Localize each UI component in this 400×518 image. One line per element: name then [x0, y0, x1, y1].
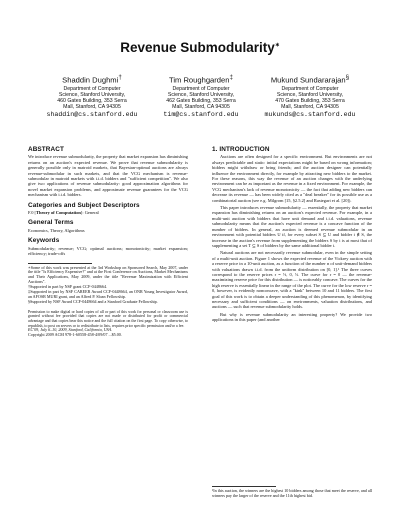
- author-dept: Science, Stanford University,: [276, 91, 344, 98]
- author-name: Tim Roughgarden: [168, 75, 230, 85]
- author-email[interactable]: shaddin@cs.stanford.edu: [46, 110, 138, 118]
- author-dept: Department of Computer: [63, 85, 121, 92]
- author-dept: Department of Computer: [172, 85, 230, 92]
- permission-notice: Permission to make digital or hard copies of all or part of this work for personal or classroom use is granted without fee provided that copies are not made or distributed for profit or commercial advantage and that copies bear this notice and the full citation on the first page. To copy otherwise, to republish, to post on servers or to redistribute to lists, requires prior specific permission and/or a fee.: [28, 309, 188, 328]
- footnote: §Supported by NSF Award CCF-0448664 and a Stanford Graduate Fellowship.: [28, 298, 158, 304]
- author-address: 462 Gates Building, 353 Serra: [166, 98, 236, 105]
- keywords-text: Submodularity; revenue; VCG; optimal auctions; monotonicity; market expansion; efficiency; trade-offs: [28, 245, 188, 257]
- footnote-rule: [28, 263, 92, 264]
- general-terms-text: Economics, Theory, Algorithms: [28, 227, 85, 233]
- intro-paragraph: But why is revenue submodularity an interesting property? We provide two applications in this paper (and another: [212, 311, 372, 323]
- copyright-notice: Copyright 2009 ACM 978-1-60558-458-4/09/07 ...$5.00.: [28, 332, 122, 338]
- author-dept: Science, Stanford University,: [167, 91, 235, 98]
- intro-paragraph: Natural auctions are not necessarily revenue submodular, even in the simple setting of a multi-unit auction. Figure 1 shows the expected revenue of the Vickrey auction with a reserve price in a 10-unit auction, as a function of the number n of unit-demand bidders with valuations drawn i.i.d. from the uniform distribution on [0, 1].¹ The three curves correspond to the reserve prices r = ½, 0, ⅓. The curve for r = 0 — the revenue-maximizing reserve price for this distribution — is noticeably concave. The curves for the high reserve is essentially linear in the range of the plot. The curve for the low reserve r = 0, however, is evidently nonconcave, with a "kink" between 10 and 11 bidders. The first goal of this work is to obtain a deeper understanding of this phenomenon, by identifying necessary and sufficient conditions — on environments, valuation distributions, and auctions — such that revenue submodularity holds.: [212, 250, 372, 310]
- author-name: Mukund Sundararajan: [270, 75, 346, 85]
- author-2: Tim Roughgarden‡ Department of Computer Science, Stanford University, 462 Gates Building, 353 Serra Mall, Stanford, CA 94305 tim@cs.stanford.edu: [149, 73, 253, 118]
- author-dept: Science, Stanford University,: [58, 91, 126, 98]
- left-column: [28, 147, 188, 338]
- author-3: Mukund Sundararajan§ Department of Computer Science, Stanford University, 470 Gates Building, 353 Serra Mall, Stanford, CA 94305 mukunds@cs.stanford.edu: [258, 73, 362, 118]
- right-column: [212, 147, 372, 325]
- footnote: ‡Supported in part by NSF CAREER Award CCF-0448664, an ONR Young Investigator Award, an AFOSR MURI grant, and an Alfred P. Sloan Fellowship.: [28, 289, 188, 299]
- author-address: 470 Gates Building, 353 Serra: [275, 98, 345, 105]
- footnote-rule: [212, 486, 276, 487]
- intro-paragraph: This paper introduces revenue submodularity — essentially, the property that market expansion has diminishing returns on an auction's expected revenue. For example, in a multi-unit auction with bidders that have unit demand and i.i.d. valuations, revenue submodularity means that the auction's expected revenue is a concave function of the number of bidders. In general, an auction is deemed revenue submodular in an environment with potential bidders U if, for every subset S ⊆ U and bidder i ∉ S, the increase in the auction's revenue from supplementing the bidders S by i is at most that of supplementing a set T ⊆ S of bidders by the same additional bidder i.: [212, 205, 372, 248]
- footnote: ∗Some of this work was presented at the 3rd Workshop on Sponsored Search, May 2007, under the title "Is Efficiency Expensive?" and at the First Conference on Auctions, Market Mechanisms and Their Applications, May 2009, under the title "Revenue Maximization with Efficient Auctions".: [28, 264, 188, 285]
- intro-paragraph: Auctions are often designed for a specific environment. But environments are not always predictable and static: initial expectations might be based on wrong information; bidders might withdraw or bring friends; and the auction designer can potentially influence the environment directly, for example by attracting new bidders to the market. For these reasons, this way the revenue of an auction changes with the underlying environment can be as important as the revenue in a fixed environment. For example, the VCG mechanism's lack of revenue monotonicity — the fact that adding new bidders can decrease its revenue — has been widely cited as a "deal breaker" for its possible use as a combinatorial auction (see e.g. Milgrom [15, §2.5.2] and Rastegari et al. [20]).: [212, 154, 372, 203]
- author-name: Shaddin Dughmi: [62, 75, 119, 85]
- abstract-heading: ABSTRACT: [28, 146, 64, 153]
- author-city: Mall, Stanford, CA 94305: [63, 104, 121, 111]
- author-dept: Department of Computer: [281, 85, 339, 92]
- keywords-heading: Keywords: [28, 237, 60, 245]
- author-city: Mall, Stanford, CA 94305: [172, 104, 230, 111]
- intro-heading: 1. INTRODUCTION: [212, 146, 270, 153]
- footnote: ¹In this auction, the winners are the highest 10 bidders among those that meet the reserve, and all winners pay the larger of the reserve and the 11th highest bid.: [212, 488, 372, 498]
- right-footnote-block: [212, 486, 372, 499]
- categories-heading: Categories and Subject Descriptors: [28, 201, 140, 209]
- paper-title: Revenue Submodularity∗: [120, 40, 280, 55]
- categories-text: F.0 [Theory of Computation]: General: [28, 210, 99, 216]
- author-email[interactable]: tim@cs.stanford.edu: [163, 110, 239, 118]
- author-city: Mall, Stanford, CA 94305: [281, 104, 339, 111]
- author-1: Shaddin Dughmi† Department of Computer Science, Stanford University, 460 Gates Building, 353 Serra Mall, Stanford, CA 94305 shaddin@cs.stanford.edu: [40, 73, 144, 118]
- footnote: †Supported in part by NSF grant CCF-0448664.: [28, 284, 108, 290]
- general-terms-heading: General Terms: [28, 219, 74, 227]
- author-email[interactable]: mukunds@cs.stanford.edu: [264, 110, 356, 118]
- author-address: 460 Gates Building, 353 Serra: [57, 98, 127, 105]
- author-block: [40, 73, 362, 118]
- abstract-text: We introduce revenue submodularity, the property that market expansion has diminishing returns on an auction's expected revenue. We prove that revenue submodularity is generally possible only in matroid markets, that Bayesian-optimal auctions are always revenue-submodular in such markets, and that the VCG mechanism is revenue-submodular in matroid markets with i.i.d. bidders and "sufficient competition". We also give two applications of revenue submodularity: good approximation algorithms for novel market expansion problems, and approximate revenue guarantees for the VCG mechanism with i.i.d. bidders.: [28, 154, 188, 198]
- conference-info: EC'09, July 6–10, 2009, Stanford, California, USA.: [28, 327, 113, 333]
